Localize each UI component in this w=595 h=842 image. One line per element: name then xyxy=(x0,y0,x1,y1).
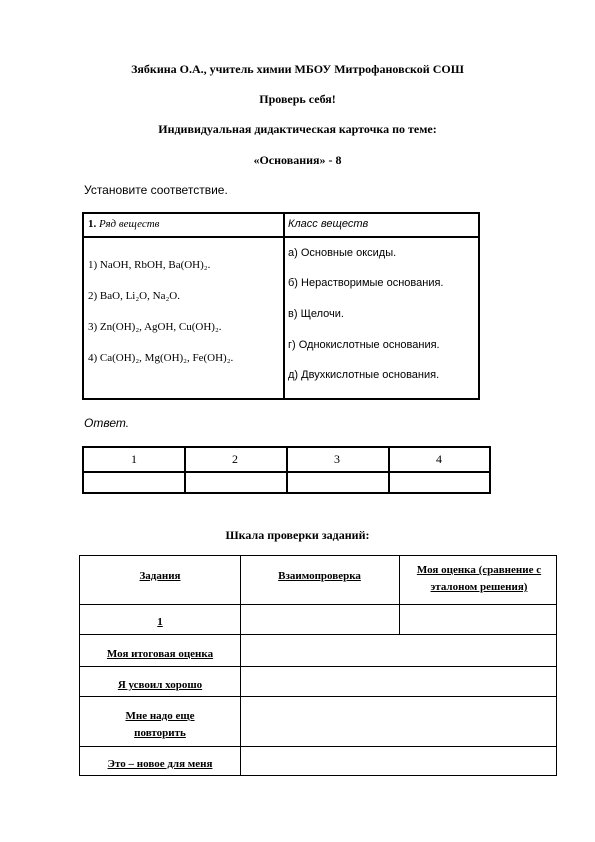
check-table xyxy=(79,555,557,776)
author-line: Зябкина О.А., учитель химии МБОУ Митрофановской СОШ xyxy=(131,62,464,76)
header-tasks: Задания xyxy=(139,570,181,582)
topic-title: «Основания» - 8 xyxy=(253,153,342,167)
classes-header: Класс веществ xyxy=(288,218,369,230)
row-need-repeat: Мне надо еще повторить xyxy=(125,710,195,739)
answer-col-2: 2 xyxy=(232,452,238,466)
answer-cell-3[interactable] xyxy=(290,473,386,492)
header-self-grade: Моя оценка (сравнение с эталоном решения) xyxy=(416,564,542,593)
task-table xyxy=(82,212,480,400)
answer-col-4: 4 xyxy=(436,452,442,466)
answer-cell-1[interactable] xyxy=(86,473,182,492)
final-grade-cell[interactable] xyxy=(242,636,555,665)
self-grade-cell[interactable] xyxy=(401,606,555,633)
learned-well-cell[interactable] xyxy=(242,668,555,695)
check-yourself-heading: Проверь себя! xyxy=(259,92,336,106)
answer-label: Ответ. xyxy=(84,416,130,430)
task-row-number: 1 xyxy=(157,616,163,628)
row-learned-well: Я усвоил хорошо xyxy=(117,679,203,691)
need-repeat-cell[interactable] xyxy=(242,698,555,745)
row-new-for-me: Это – новое для меня xyxy=(107,758,213,770)
substance-row-1: 1) NaOH, RbOH, Ba(OH)₂. xyxy=(88,259,211,271)
answer-col-1: 1 xyxy=(131,452,137,466)
answer-col-3: 3 xyxy=(334,452,340,466)
answer-cell-2[interactable] xyxy=(188,473,284,492)
class-item-v: в) Щелочи. xyxy=(288,308,344,320)
class-item-b: б) Нерастворимые основания. xyxy=(288,277,444,289)
scale-title: Шкала проверки заданий: xyxy=(225,528,370,542)
substances-header: Ряд веществ xyxy=(99,218,160,230)
answer-table xyxy=(82,446,491,494)
instruction-text: Установите соответствие. xyxy=(84,183,228,197)
peer-review-cell[interactable] xyxy=(242,606,397,633)
new-for-me-cell[interactable] xyxy=(242,748,555,775)
card-title: Индивидуальная дидактическая карточка по теме: xyxy=(158,122,437,136)
class-item-d: д) Двухкислотные основания. xyxy=(288,369,440,381)
task-number: 1. xyxy=(88,218,97,230)
task-header-substances xyxy=(88,218,159,230)
substance-row-4: 4) Ca(OH)₂, Mg(OH)₂, Fe(OH)₂. xyxy=(88,352,234,364)
class-item-g: г) Однокислотные основания. xyxy=(288,339,440,351)
header-peer-review: Взаимопроверка xyxy=(278,570,361,582)
answer-cell-4[interactable] xyxy=(392,473,488,492)
class-item-a: а) Основные оксиды. xyxy=(288,247,397,259)
substance-row-3: 3) Zn(OH)₂, AgOH, Cu(OH)₂. xyxy=(88,321,222,333)
row-final-grade: Моя итоговая оценка xyxy=(106,648,214,660)
substance-row-2: 2) BaO, Li₂O, Na₂O. xyxy=(88,290,180,302)
